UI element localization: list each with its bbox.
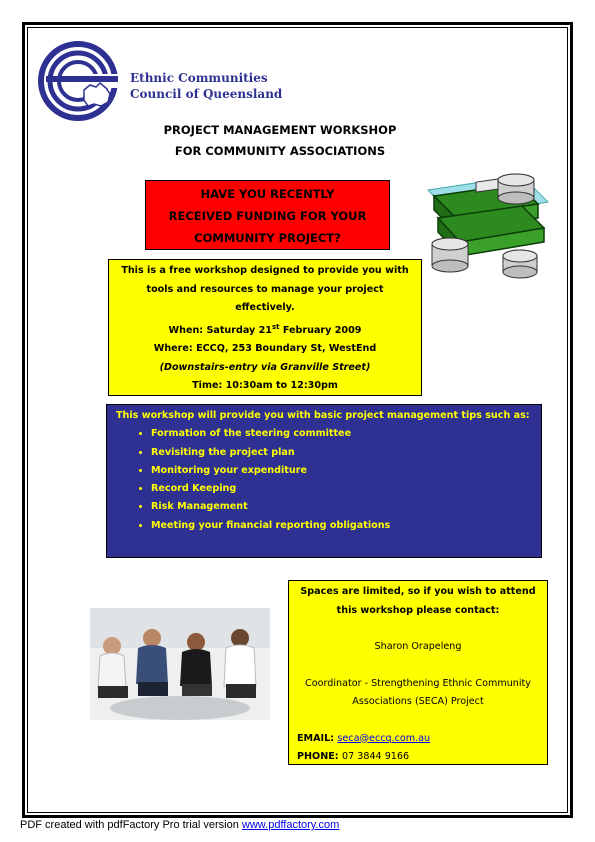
money-stack-coins-icon (420, 168, 555, 283)
contact-role-line2: Associations (SECA) Project (352, 696, 484, 707)
group-discussion-photo (90, 608, 270, 720)
footer-text: PDF created with pdfFactory Pro trial version (20, 819, 242, 831)
pdf-footer (20, 819, 339, 831)
contact-phone-row (289, 748, 547, 767)
date-prefix: When: Saturday 21 (168, 324, 272, 336)
phone-label: PHONE: (297, 751, 339, 762)
headline-line3: COMMUNITY PROJECT? (194, 231, 341, 245)
topic-item: • Risk Management (151, 498, 531, 516)
eccq-logo (34, 38, 126, 124)
email-link[interactable]: seca@eccq.com.au (337, 732, 431, 744)
workshop-title (120, 120, 440, 162)
topic-item: • Formation of the steering committee (151, 425, 531, 443)
headline-line1: HAVE YOU RECENTLY (200, 187, 335, 201)
topics-intro: This workshop will provide you with basic project management tips such as: (116, 410, 530, 421)
organization-name (130, 70, 282, 102)
details-line2: tools and resources to manage your project (146, 283, 384, 295)
details-line3: effectively. (235, 302, 295, 313)
topics-list (116, 425, 531, 535)
workshop-details-box (108, 259, 422, 396)
workshop-title-line1: PROJECT MANAGEMENT WORKSHOP (163, 123, 397, 137)
workshop-time: Time: 10:30am to 12:30pm (192, 380, 338, 392)
funding-headline-box (145, 180, 390, 250)
topic-item: • Meeting your financial reporting obligations (151, 517, 531, 535)
workshop-entry-note: (Downstairs-entry via Granville Street) (159, 361, 371, 373)
contact-line1: Spaces are limited, so if you wish to attend (300, 586, 536, 597)
footer-link[interactable]: www.pdffactory.com (241, 819, 340, 831)
organization-name-line2: Council of Queensland (130, 87, 283, 101)
workshop-title-line2: FOR COMMUNITY ASSOCIATIONS (174, 144, 386, 158)
headline-line2: RECEIVED FUNDING FOR YOUR (168, 209, 367, 223)
workshop-date (109, 318, 421, 341)
workshop-location: Where: ECCQ, 253 Boundary St, WestEnd (153, 343, 377, 355)
topics-box (106, 404, 542, 558)
contact-name: Sharon Orapeleng (374, 641, 462, 652)
contact-box (288, 580, 548, 765)
phone-number: 07 3844 9166 (341, 751, 410, 762)
contact-email-row (289, 730, 547, 749)
date-suffix: February 2009 (279, 324, 362, 336)
email-label: EMAIL: (297, 732, 335, 744)
topic-item: • Record Keeping (151, 480, 531, 498)
details-line1: This is a free workshop designed to provide you with (121, 265, 409, 276)
topic-item: • Monitoring your expenditure (151, 462, 531, 480)
organization-name-line1: Ethnic Communities (130, 71, 268, 85)
contact-line2: this workshop please contact: (336, 604, 500, 616)
contact-role-line1: Coordinator - Strengthening Ethnic Community (305, 677, 531, 689)
date-ordinal: st (271, 322, 280, 331)
topic-item: • Revisiting the project plan (151, 444, 531, 462)
